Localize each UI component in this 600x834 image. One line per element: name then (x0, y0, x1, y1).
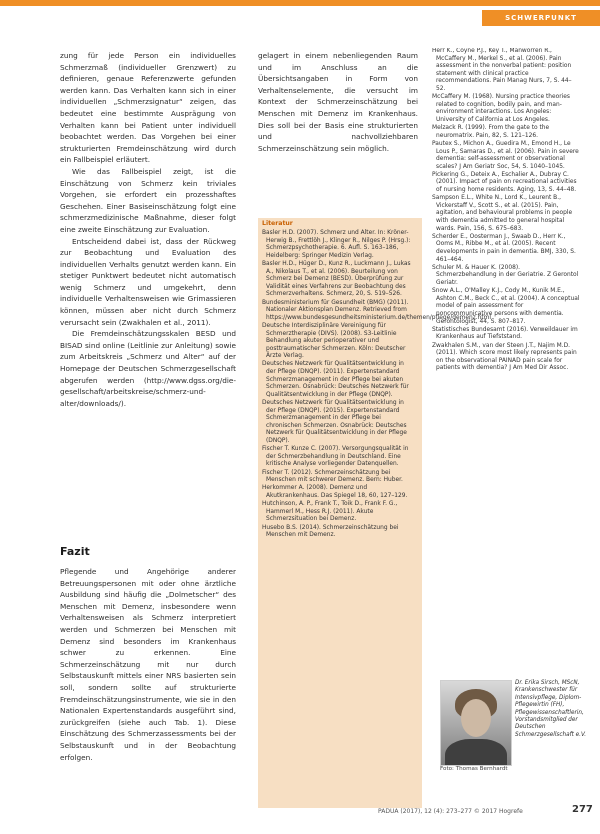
reference-item: McCaffery M. (1968). Nursing practice theories related to cognition, bodily pain, and man-environment interactions. Los Angeles: University of California at Los Angeles. (432, 94, 570, 123)
reference-item: Fischer T. Kunze C. (2007). Versorgungsqualität in der Schmerzbehandlung in Deutschland. Eine kritische Analyse vorliegender Datenquellen. (262, 446, 409, 468)
author-photo-face (461, 699, 491, 737)
author-photo-shoulders (445, 739, 507, 766)
reference-item: Snow A.L., O'Malley K.J., Cody M., Kunik M.E., Ashton C.M., Beck C., et al. (2004). A conceptual model of pain assessment for noncommunicative persons with dementia. Gerontologist, 44, S. 807–817. (432, 288, 580, 325)
references-list-col3 (432, 48, 580, 670)
reference-item: Deutsche Interdisziplinäre Vereinigung für Schmerztherapie (DIVS). (2008). S3-Leitlinie Behandlung akuter perioperativer und posttraumatischer Schmerzen. Köln: Deutscher Ärzte Verlag. (262, 322, 406, 360)
section-tag: SCHWERPUNKT (482, 10, 600, 26)
reference-item: Basler H.D. (2007). Schmerz und Alter. In: Kröner-Herwig B., Frettlöh J., Klinger R., Nilges P. (Hrsg.): Schmerzpsychotherapie. 6. Aufl. S. 163–186, Heidelberg: Springer Medizin Verlag. (262, 230, 411, 259)
reference-item: Fischer T. (2012). Schmerzeinschätzung bei Menschen mit schwerer Demenz. Bern: Huber. (262, 469, 403, 484)
fazit-text: Pflegende und Angehörige anderer Betreuungspersonen mit oder ohne ärztliche Ausbildung sind häufig die „Dolmetscher“ des Menschen mit Demenz, insbesondere wenn Verhaltensweisen als Schmerz interpretiert werden und Schmerzen bei Menschen mit Demenz sind besonders im Krankenhaus schwer zu erkennen. Eine Schmerzeinschätzung mit nur durch Selbstauskunft mittels einer NRS basierten sein soll, sondern sollte auf strukturierte Fremdeinschätzungsinstrumente, wie sie in den Nationalen Expertenstandards ausgeführt sind, zurückgreifen (siehe auch Tab. 1). Diese Einschätzung des Schmerzassessments bei der Selbstauskunft und in der Beobachtung erfolgen. (60, 567, 236, 762)
paragraph: Entscheidend dabei ist, dass der Rückweg zur Beobachtung und Evaluation des individuellen Verhalts genutzt werden kann. Ein stetiger Punktwert bedeutet nicht automatisch wenig Schmerz und umgekehrt, denn individuelle Verhaltensweisen wie Grimassieren können, müssen aber nicht durch Schmerz verursacht sein (Zwakhalen et al., 2011). (60, 236, 236, 327)
reference-item: Deutsches Netzwerk für Qualitätsentwicklung in der Pflege (DNQP). (2011). Expertenstandard Schmerzmanagement in der Pflege bei akuten Schmerzen. Osnabrück: Deutsches Netzwerk für Qualitätsentwicklung in der Pflege (DNQP). (262, 361, 409, 398)
header-accent-bar (0, 0, 600, 6)
references-list (262, 230, 492, 540)
reference-item: Statistisches Bundesamt (2016). Verweildauer im Krankenhaus auf Tiefststand. (432, 326, 578, 341)
column-2-text: gelagert in einem nebenliegenden Raum und im Anschluss an die Übersichtsangaben in Form von Verhaltenselemente, die versucht im Kontext der Schmerzeinschätzung bei Menschen mit Demenz im Krankenhaus. Dies soll bei der Basis eine strukturierten und nachvollziehbaren Schmerzeinschätzung sein möglich. (258, 51, 418, 153)
reference-item: Basler H.D., Hüger D., Kunz R., Luckmann J., Lukas A., Nikolaus T., et al. (2006). Beurteilung von Schmerz bei Demenz (BESD). Überprüfung zur Validität eines Verfahrens zur Beobachtung des Schmerzverhaltens. Schmerz, 20, S. 519–526. (262, 260, 411, 298)
fazit-heading: Fazit (60, 545, 90, 558)
page-number: 277 (572, 804, 593, 815)
reference-item: Hutchinson, A. P., Frank T., Toik D., Frank F. G., Hammerl M., Hess R.J. (2011). Akute Schmerzsituation bei Demenz. (262, 501, 398, 523)
reference-item: Pautex S., Michon A., Guedira M., Emond H., Le Lous P., Samaras D., et al. (2006). Pain in severe dementia: self-assessment or observational scales? J Am Geriatr Soc, 54, S. 1040–1045. (432, 140, 579, 170)
reference-item: Melzack R. (1999). From the gate to the neuromatrix. Pain, 82, S. 121–126. (432, 125, 550, 139)
column-1-text (60, 50, 236, 409)
reference-item: Deutsches Netzwerk für Qualitätsentwicklung in der Pflege (DNQP). (2015). Expertenstandard Schmerzmanagement in der Pflege bei chronischen Schmerzen. Osnabrück: Deutsches Netzwerk für Qualitätsentwicklung in der Pflege (DNQP). (262, 400, 407, 444)
reference-item: Pickering G., Deteix A., Eschalier A., Dubray C. (2001). Impact of pain on recreational activities of nursing home residents. Aging, 13, S. 44–48. (432, 171, 577, 194)
footer-citation: PADUA (2017), 12 (4): 273–277 © 2017 Hogrefe (378, 808, 523, 815)
paragraph: zung für jede Person ein individuelles Schmerzmaß (individueller Grenzwert) zu definieren, genaue Referenzwerte gefunden werden kann. Das Verhalten kann sich in einer individuellen „Schmerzsignatur“ zeigen, das bedeutet eine bestimmte Ausprägung von Verhalten kann bei Patient unter individuell beobachtet werden. Das Vorgehen bei einer strukturierten Fremdeinschätzung wird durch ein Fallbeispiel erläutert. (60, 51, 236, 165)
reference-item: Herr K., Coyne P.J., Key T., Manworren R., McCaffery M., Merkel S., et al. (2006). Pain assessment in the nonverbal patient: position statement with clinical practice recommendations. Pain Manag Nurs, 7, S. 44–52. (432, 48, 572, 92)
reference-item: Herkommer A. (2008). Demenz und Akutkrankenhaus. Das Spiegel 18, 60, 127–129. (262, 485, 408, 499)
reference-item: Schuler M. & Hauer K. (2008). Schmerzbehandlung in der Geriatrie. Z Gerontol Geriatr. (432, 264, 579, 286)
reference-item: Zwakhalen S.M., van der Steen J.T., Najim M.D. (2011). Which score most likely represents pain on the observational PAINAD pain scale for patients with dementia? J Am Med Dir Assoc. (432, 342, 577, 372)
paragraph: Die Fremdeinschätzungsskalen BESD und BISAD sind online (Leitlinie zur Anleitung) sowie zum Arbeitskreis „Schmerz und Alter“ auf der Homepage der Deutschen Schmerzgesellschaft abgerufen werden (http://www.dgss.org/die-gesellschaft/arbeitskreise/schmerz-und-alter/downloads/). (60, 329, 236, 408)
reference-item: Scherder E., Oosterman J., Swaab D., Herr K., Ooms M., Ribbe M., et al. (2005). Recent developments in pain in dementia. BMJ, 330, S. 461–464. (432, 233, 576, 263)
paragraph: Wie das Fallbeispiel zeigt, ist die Einschätzung von Schmerz kein triviales Vorgehen, sie erfordert ein prozesshaftes Geschehen. Einer Basiseinschätzung folgt eine schmerzmedizinische Maßnahme, dieser folgt eine zweite Einschätzung zur Evaluation. (60, 166, 236, 234)
reference-item: Sampson E.L., White N., Lord K., Leurent B., Vickerstaff V., Scott S., et al. (2015). Pain, agitation, and behavioural problems in people with dementia admitted to general hospital wards. Pain, 156, S. 675–683. (432, 195, 573, 232)
author-info: Dr. Erika Sirsch, MScN, Krankenschwester für Intensivpflege, Diplom-Pflegewirtin (FH), Pflegewissenschaftlerin, Vorstandsmitglied der Deutschen Schmerzgesellschaft e.V. (515, 680, 587, 738)
references-heading: Literatur (262, 220, 293, 227)
reference-item: Bundesministerium für Gesundheit (BMG) (2011). Nationaler Aktionsplan Demenz. Retrieved from https://www.bundesgesundheitsministerium.de/themen/pflege/demenz.html (262, 299, 492, 321)
author-photo (440, 680, 512, 766)
reference-item: Husebo B.S. (2014). Schmerzeinschätzung bei Menschen mit Demenz. (262, 524, 399, 539)
photo-credit: Foto: Thomas Bernhardt (440, 766, 508, 772)
